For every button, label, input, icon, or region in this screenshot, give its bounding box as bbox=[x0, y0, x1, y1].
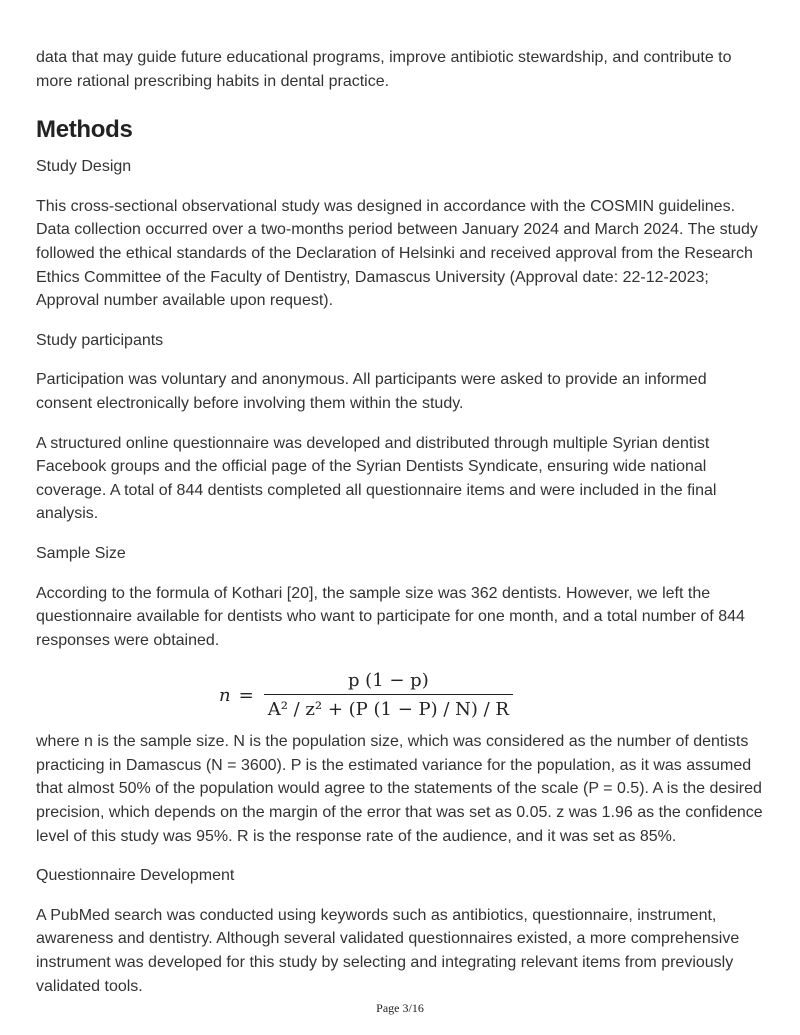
formula-fraction bbox=[264, 670, 513, 720]
sample-size-heading: Sample Size bbox=[36, 544, 126, 562]
study-participants-paragraph-2: A structured online questionnaire was developed and distributed through multiple Syrian dentist Facebook groups and the official page of the Syrian Dentists Syndicate, ensuring wide national coverage. A total of 844 dentists completed all questionnaire items and were included in the final analysis. bbox=[36, 434, 717, 523]
study-participants-heading: Study participants bbox=[36, 331, 164, 349]
sample-size-explanation: where n is the sample size. N is the population size, which was considered as the number of dentists practicing in Damascus (N = 3600). P is the estimated variance for the population, as it was assumed that almost 50% of the population would agree to the statements of the scale (P = 0.5). A is the desired precision, which depends on the margin of the error that was set as 0.05. z was 1.96 as the confidence level of this study was 95%. R is the response rate of the audience, and it was set as 85%. bbox=[36, 733, 763, 845]
study-design-heading: Study Design bbox=[36, 158, 132, 176]
sample-size-formula bbox=[36, 668, 766, 722]
document-body bbox=[36, 46, 766, 1014]
formula-numerator: p (1 − p) bbox=[347, 670, 429, 692]
sample-size-paragraph: According to the formula of Kothari [20], the sample size was 362 dentists. However, we left the questionnaire available for dentists who want to participate for one month, and a total number of 844 responses were obtained. bbox=[36, 584, 745, 649]
formula-equals: = bbox=[238, 684, 254, 706]
formula-lhs: n bbox=[219, 684, 231, 706]
page-number: Page 3/16 bbox=[376, 1001, 424, 1015]
formula-denominator: A² / z² + (P (1 − P) / N) / R bbox=[267, 699, 509, 721]
questionnaire-development-heading: Questionnaire Development bbox=[36, 867, 235, 885]
study-participants-paragraph-1: Participation was voluntary and anonymous. All participants were asked to provide an informed consent electronically before involving them within the study. bbox=[36, 371, 707, 412]
methods-heading: Methods bbox=[36, 116, 133, 144]
study-design-paragraph: This cross-sectional observational study was designed in accordance with the COSMIN guidelines. Data collection occurred over a two-months period between January 2024 and March 2024. The study followed the ethical standards of the Declaration of Helsinki and received approval from the Research Ethics Committee of the Faculty of Dentistry, Damascus University (Approval date: 22-12-2023; Approval number available upon request). bbox=[36, 197, 758, 310]
questionnaire-development-paragraph: A PubMed search was conducted using keywords such as antibiotics, questionnaire, instrument, awareness and dentistry. Although several validated questionnaires existed, a more comprehensive instrument was developed for this study by selecting and integrating relevant items from previously validated tools. bbox=[36, 906, 740, 995]
intro-paragraph: data that may guide future educational programs, improve antibiotic stewardship, and contribute to more rational prescribing habits in dental practice. bbox=[36, 49, 732, 90]
